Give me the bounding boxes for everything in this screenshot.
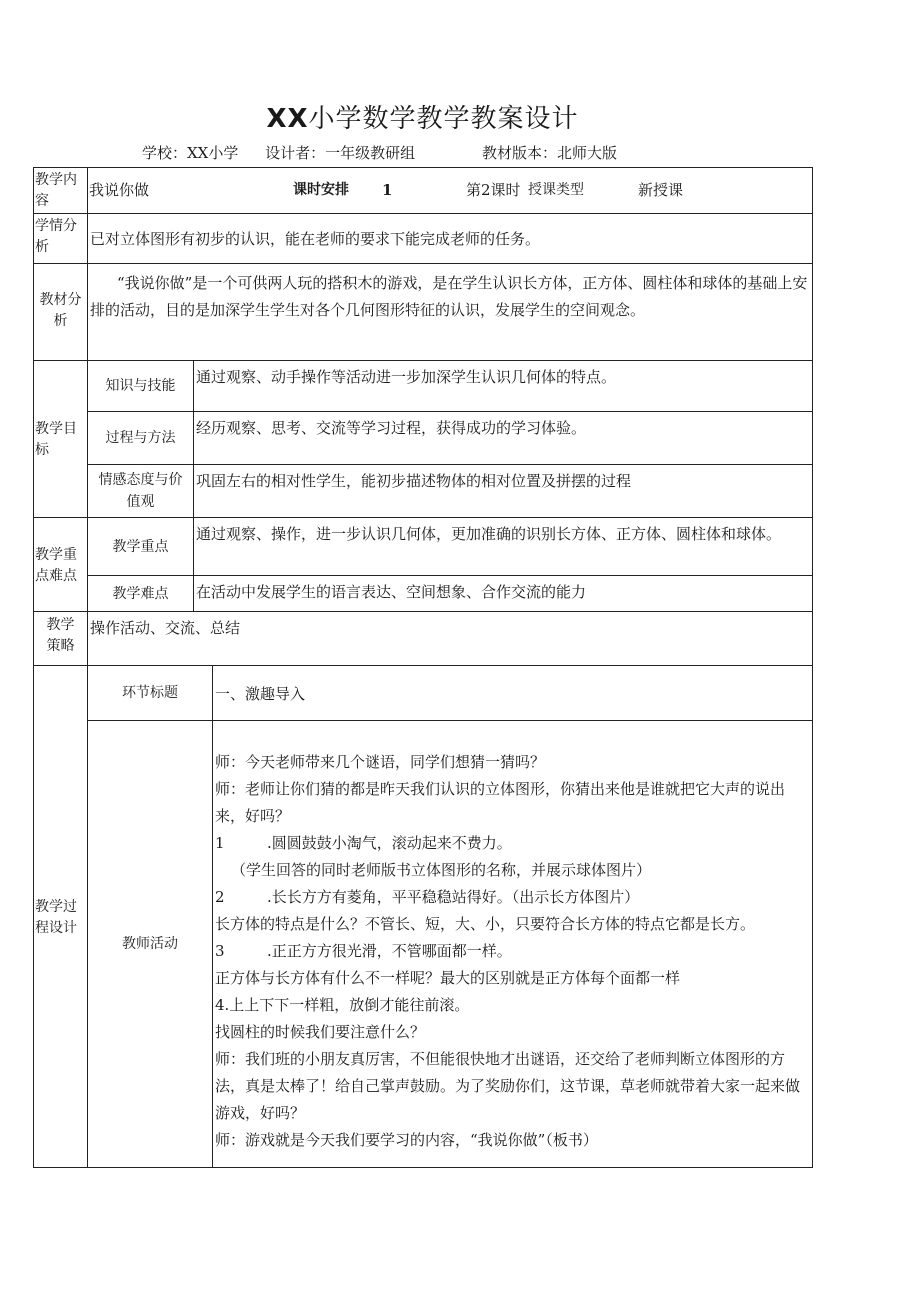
schedule-label: 课时安排 bbox=[293, 181, 349, 198]
row-material-analysis bbox=[34, 264, 813, 361]
difficult-text: 在活动中发展学生的语言表达、空间想象、合作交流的能力 bbox=[194, 576, 813, 612]
label-material-analysis: 教材分析 bbox=[34, 264, 88, 361]
row-content bbox=[34, 168, 813, 214]
process-line: 长方体的特点是什么？不管长、短，大、小，只要符合长方体的特点它都是长方。 bbox=[215, 915, 756, 933]
material-analysis-text: “我说你做”是一个可供两人玩的搭积木的游戏，是在学生认识长方体，正方体、圆柱体和球体的基础上安排的活动，目的是加深学生学生对各个几何图形特征的认识，发展学生的空间观念。 bbox=[88, 264, 813, 361]
row-section-title bbox=[34, 666, 813, 721]
type-value: 新授课 bbox=[638, 180, 684, 199]
meta-school: 学校：XX小学 bbox=[142, 144, 239, 162]
goal-text-attitude: 巩固左右的相对性学生，能初步描述物体的相对位置及拼摆的过程 bbox=[194, 465, 813, 518]
activity-label: 教师活动 bbox=[88, 721, 213, 1168]
row-strategy bbox=[34, 612, 813, 666]
label-process: 教学过程设计 bbox=[34, 666, 88, 1168]
topic-value: 我说你做 bbox=[89, 180, 150, 199]
document-meta bbox=[142, 142, 617, 163]
label-student-analysis: 学情分析 bbox=[34, 214, 88, 264]
process-line: 师：我们班的小朋友真厉害，不但能很快地才出谜语，还交给了老师判断立体图形的方法，真是太棒了！给自己掌声鼓励。为了奖励你们，这节课，草老师就带着大家一起来做游戏，好吗？ bbox=[215, 1050, 801, 1122]
section-label: 环节标题 bbox=[88, 666, 213, 721]
process-line: 师：游戏就是今天我们要学习的内容，“我说你做”（板书） bbox=[215, 1131, 598, 1149]
goal-text-knowledge: 通过观察、动手操作等活动进一步加深学生认识几何体的特点。 bbox=[194, 361, 813, 412]
process-line: 师：今天老师带来几个谜语，同学们想猜一猜吗？ bbox=[215, 753, 546, 771]
activity-content bbox=[213, 721, 813, 1168]
row-student-analysis bbox=[34, 214, 813, 264]
row-goal-3 bbox=[34, 465, 813, 518]
process-line: 4.上上下下一样粗，放倒才能往前滚。 bbox=[215, 996, 470, 1014]
strategy-text: 操作活动、交流、总结 bbox=[88, 612, 813, 666]
row-goal-2 bbox=[34, 412, 813, 465]
process-line: 正方体与长方体有什么不一样呢？最大的区别就是正方体每个面都一样 bbox=[215, 969, 681, 987]
goal-label-attitude: 情感态度与价值观 bbox=[88, 465, 194, 518]
goal-text-process: 经历观察、思考、交流等学习过程，获得成功的学习体验。 bbox=[194, 412, 813, 465]
process-line: 3 .正正方方很光滑，不管哪面都一样。 bbox=[215, 942, 512, 960]
label-strategy: 教学策略 bbox=[34, 612, 88, 666]
period-value: 第2课时 bbox=[466, 180, 521, 199]
label-content: 教学内容 bbox=[34, 168, 88, 214]
student-analysis-text: 已对立体图形有初步的认识，能在老师的要求下能完成老师的任务。 bbox=[88, 214, 813, 264]
schedule-value: 1 bbox=[382, 180, 393, 199]
process-line: 1 .圆圆鼓鼓小淘气，滚动起来不费力。 bbox=[215, 834, 512, 852]
meta-edition: 教材版本：北师大版 bbox=[481, 144, 617, 162]
lesson-plan-table bbox=[33, 167, 813, 1168]
row-key-point bbox=[34, 518, 813, 576]
row-difficult-point bbox=[34, 576, 813, 612]
section-value: 一、激趣导入 bbox=[213, 666, 813, 721]
process-line: 师：老师让你们猜的都是昨天我们认识的立体图形，你猜出来他是谁就把它大声的说出来，好吗？ bbox=[215, 780, 786, 825]
label-key-difficult: 教学重点难点 bbox=[34, 518, 88, 612]
key-text: 通过观察、操作，进一步认识几何体，更加准确的识别长方体、正方体、圆柱体和球体。 bbox=[194, 518, 813, 576]
row-goal-1 bbox=[34, 361, 813, 412]
process-line: 找圆柱的时候我们要注意什么？ bbox=[215, 1023, 426, 1041]
goal-label-knowledge: 知识与技能 bbox=[88, 361, 194, 412]
process-line: 2 .长长方方有菱角，平平稳稳站得好。（出示长方体图片） bbox=[215, 888, 640, 906]
meta-designer: 设计者：一年级教研组 bbox=[265, 144, 416, 162]
key-label: 教学重点 bbox=[88, 518, 194, 576]
process-line: （学生回答的同时老师版书立体图形的名称，并展示球体图片） bbox=[231, 861, 652, 879]
type-label: 授课类型 bbox=[528, 181, 584, 198]
label-goals: 教学目标 bbox=[34, 361, 88, 518]
page-title: XX小学数学教学教案设计 bbox=[266, 104, 579, 134]
goal-label-process: 过程与方法 bbox=[88, 412, 194, 465]
difficult-label: 教学难点 bbox=[88, 576, 194, 612]
row-teacher-activity bbox=[34, 721, 813, 1168]
